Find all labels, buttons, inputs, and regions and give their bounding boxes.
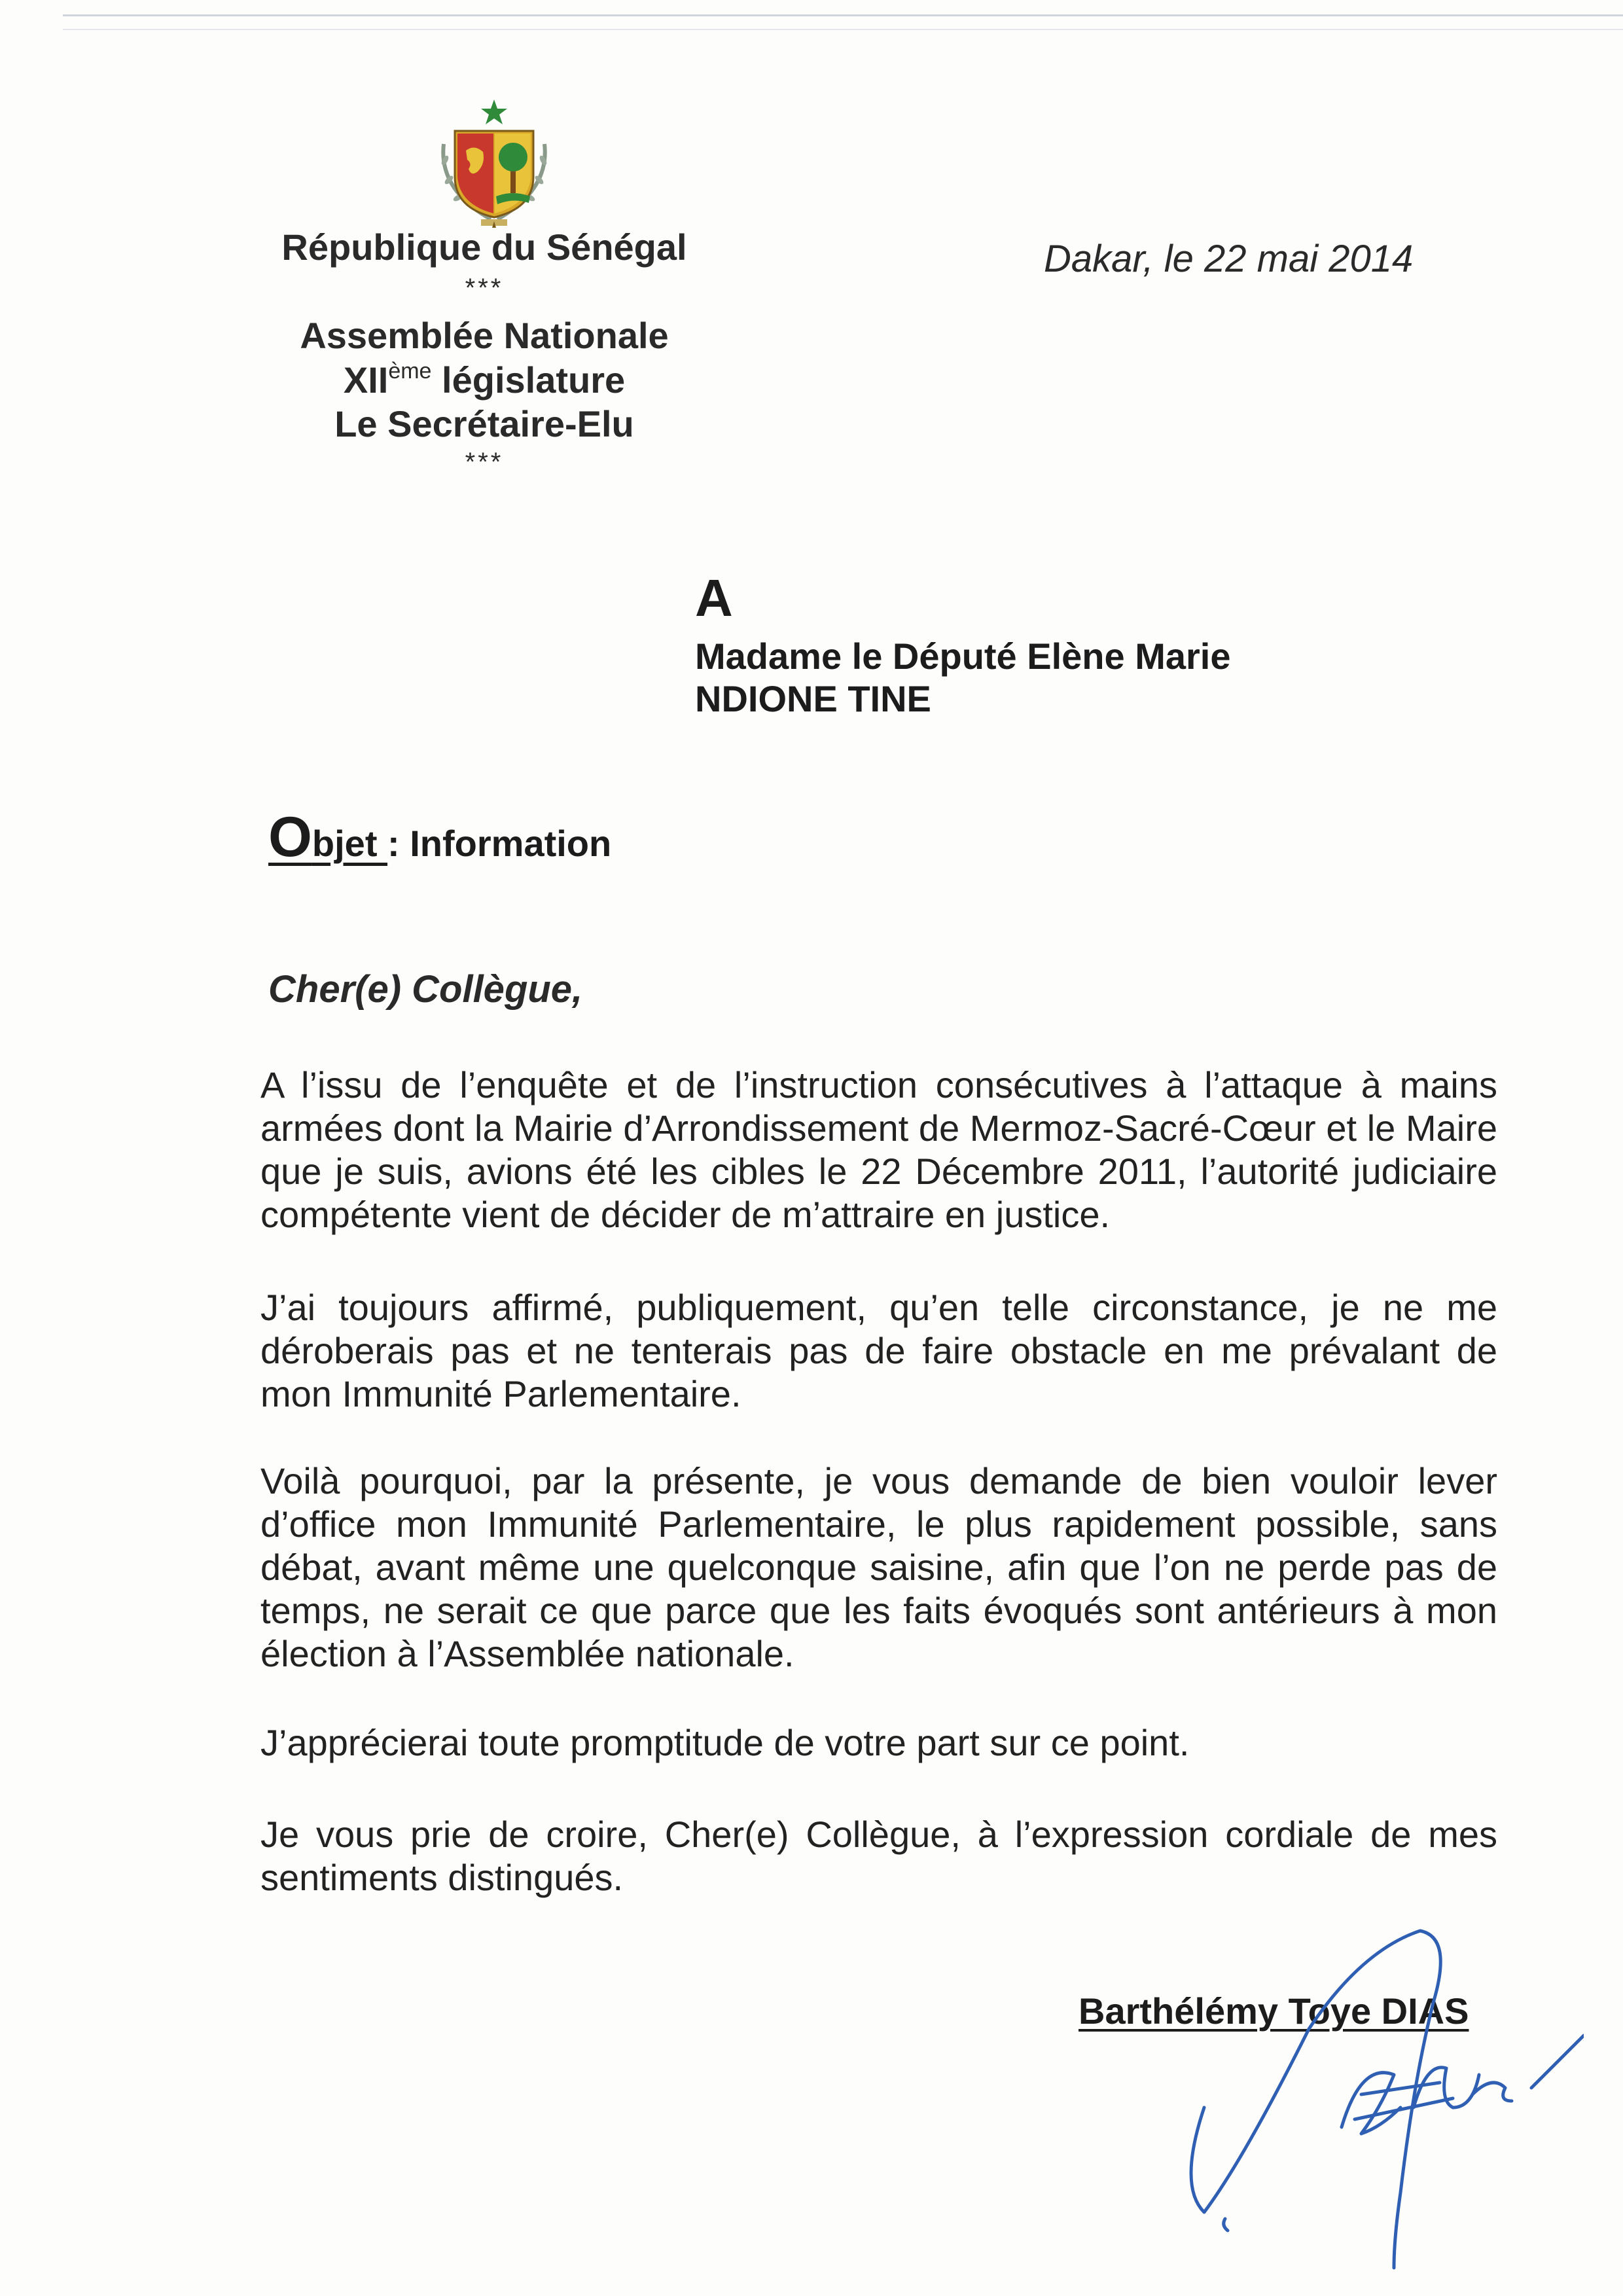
subject-value: Information <box>410 823 612 864</box>
letter-date: Dakar, le 22 mai 2014 <box>1044 238 1414 280</box>
secretary-heading: Le Secrétaire-Elu <box>334 403 634 444</box>
legislature-heading <box>223 359 746 401</box>
recipient-label: A <box>695 569 733 627</box>
subject-key-initial: O <box>268 806 312 869</box>
handwritten-signature-icon <box>1165 1911 1584 2278</box>
legislature-word: législature <box>431 359 626 401</box>
assembly-heading: Assemblée Nationale <box>300 315 669 356</box>
header-separator: *** <box>465 274 504 302</box>
scan-edge-line-secondary <box>63 29 1623 30</box>
legislature-numeral: XII <box>343 359 389 401</box>
senegal-coat-of-arms-icon <box>425 98 563 236</box>
body-paragraph-4: J’apprécierai toute promptitude de votre part sur ce point. <box>260 1722 1190 1763</box>
salutation: Cher(e) Collègue, <box>268 968 583 1011</box>
recipient-name-line1: Madame le Député Elène Marie <box>695 636 1231 677</box>
body-paragraph-3: Voilà pourquoi, par la présente, je vous demande de bien vouloir lever d’office mon Immunité Parlementaire, le plus rapidement possible, sans débat, avant même une quelconque saisine, afin que l’on ne perde pas de temps, ne serait ce que parce que les faits évoqués sont antérieurs à mon élection à l’Assemblée nationale. <box>260 1460 1497 1674</box>
body-paragraph-1: A l’issu de l’enquête et de l’instruction consécutives à l’attaque à mains armées dont la Mairie d’Arrondissement de Mermoz-Sacré-Cœur et le Maire que je suis, avions été les cibles le 22 Décembre 2011, l’autorité judiciaire compétente vient de décider de m’attraire en justice. <box>260 1064 1497 1235</box>
legislature-superscript: ème <box>388 359 432 384</box>
subject-line <box>268 805 611 870</box>
signatory-name: Barthélémy Toye DIAS <box>1079 1990 1469 2032</box>
body-paragraph-2: J’ai toujours affirmé, publiquement, qu’en telle circonstance, je ne me déroberais pas et ne tenterais pas de faire obstacle en me prévalant de mon Immunité Parlementaire. <box>260 1287 1497 1414</box>
subject-key <box>268 806 388 869</box>
recipient-name-line2: NDIONE TINE <box>695 678 931 719</box>
subject-separator: : <box>387 823 410 864</box>
subject-key-rest: bjet <box>312 823 388 864</box>
closing-paragraph: Je vous prie de croire, Cher(e) Collègue, à l’expression cordiale de mes sentiments distingués. <box>260 1814 1497 1898</box>
scan-edge-line <box>63 14 1623 16</box>
header-separator-2: *** <box>465 448 504 476</box>
republic-heading: République du Sénégal <box>281 226 687 268</box>
